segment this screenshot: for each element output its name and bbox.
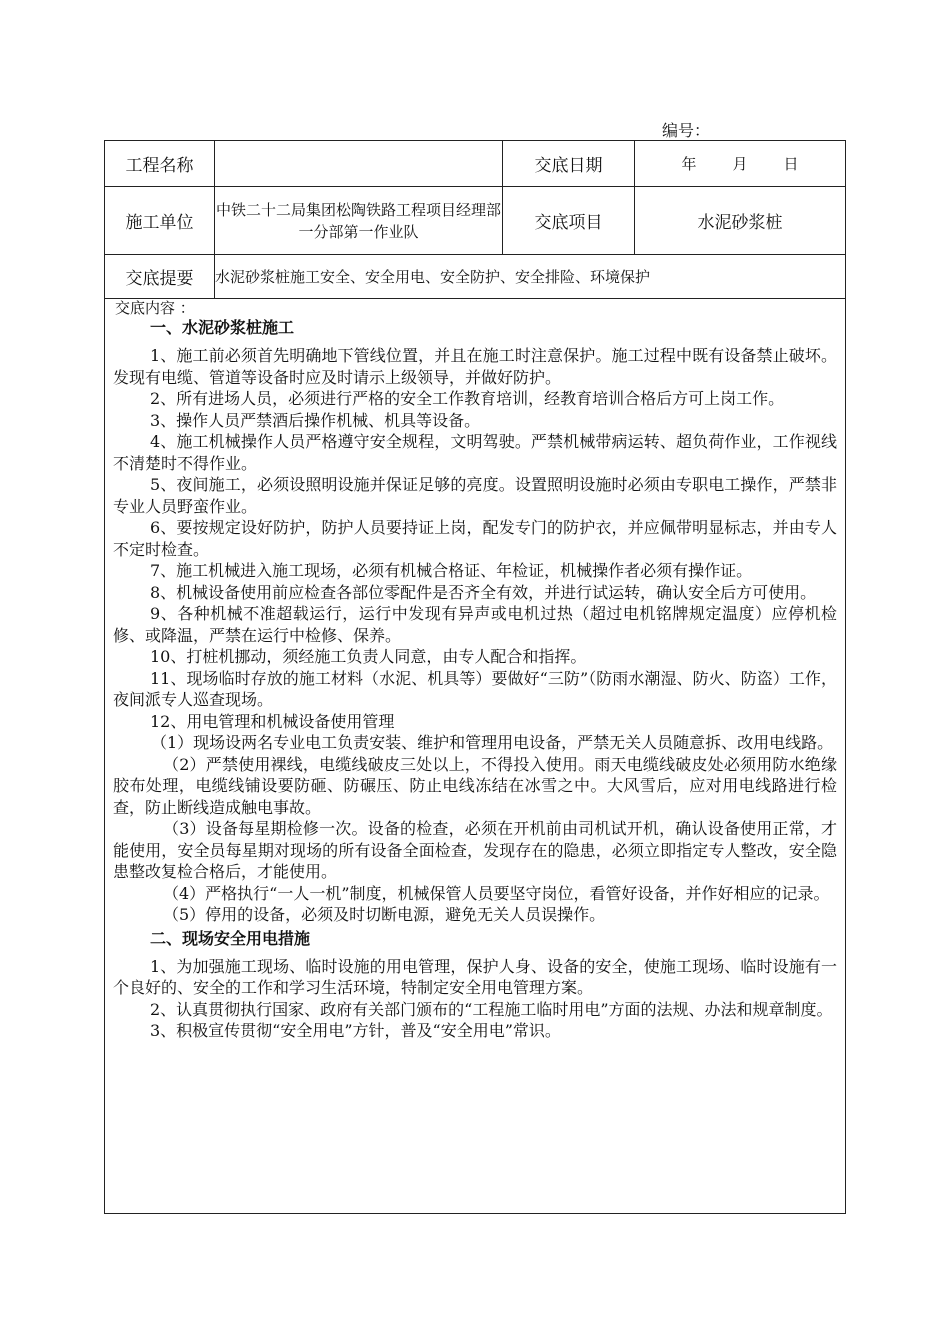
list-item: 1、为加强施工现场、临时设施的用电管理，保护人身、设备的安全，使施工现场、临时设施有一个良好的、安全的工作和学习生活环境，特制定安全用电管理方案。 — [113, 956, 837, 997]
section2-list — [113, 956, 837, 1042]
list-item: 11、现场临时存放的施工材料（水泥、机具等）要做好“三防”（防雨水潮湿、防火、防盗）工作，夜间派专人巡查现场。 — [113, 668, 837, 709]
sub-list-item: （5）停用的设备，必须及时切断电源，避免无关人员误操作。 — [163, 905, 606, 924]
list-item: 9、各种机械不准超载运行，运行中发现有异声或电机过热（超过电机铭牌规定温度）应停机检修、或降温，严禁在运行中检修、保养。 — [113, 604, 837, 645]
list-item: 4、施工机械操作人员严格遵守安全规程，文明驾驶。严禁机械带病运转、超负荷作业，工作视线不清楚时不得作业。 — [113, 432, 837, 473]
list-item: 8、机械设备使用前应检查各部位零配件是否齐全有效，并进行试运转，确认安全后方可使用。 — [150, 582, 817, 602]
row-project-date — [105, 141, 846, 187]
summary-label: 交底提要 — [105, 255, 215, 299]
date-value — [635, 141, 846, 187]
row-content — [105, 299, 846, 1214]
unit-value: 中铁二十二局集团松陶铁路工程项目经理部一分部第一作业队 — [215, 187, 503, 255]
list-item: 10、打桩机挪动，须经施工负责人同意，由专人配合和指挥。 — [150, 647, 587, 666]
project-name-label: 工程名称 — [105, 141, 215, 187]
sub-list-item: （4）严格执行“一人一机”制度，机械保管人员要坚守岗位，看管好设备，并作好相应的记录。 — [163, 883, 830, 903]
list-item: 3、积极宣传贯彻“安全用电”方针，普及“安全用电”常识。 — [150, 1021, 561, 1040]
date-day: 日 — [783, 155, 799, 173]
list-item: 1、施工前必须首先明确地下管线位置，并且在施工时注意保护。施工过程中既有设备禁止破坏。发现有电缆、管道等设备时应及时请示上级领导，并做好防护。 — [113, 346, 837, 387]
disclosure-form-table — [104, 140, 846, 1214]
sub-list-item: （2）严禁使用裸线，电缆线破皮三处以上，不得投入使用。雨天电缆线破皮处必须用防水绝缘胶布处理，电缆线铺设要防砸、防碾压、防止电线冻结在冰雪之中。大风雪后，应对用电线路进行检查，防止断线造成触电事故。 — [113, 754, 837, 817]
section1-list — [113, 345, 837, 732]
list-item: 6、要按规定设好防护，防护人员要持证上岗，配发专门的防护衣，并应佩带明显标志，并由专人不定时检查。 — [113, 518, 837, 559]
date-year: 年 — [681, 155, 697, 173]
item-label: 交底项目 — [503, 187, 635, 255]
section2-title: 二、现场安全用电措施 — [150, 928, 311, 948]
section1-title: 一、水泥砂浆桩施工 — [150, 318, 295, 337]
summary-value: 水泥砂浆桩施工安全、安全用电、安全防护、安全排险、环境保护 — [215, 255, 846, 299]
list-item: 2、认真贯彻执行国家、政府有关部门颁布的“工程施工临时用电”方面的法规、办法和规章制度。 — [150, 999, 833, 1019]
date-label: 交底日期 — [503, 141, 635, 187]
unit-label: 施工单位 — [105, 187, 215, 255]
item-value: 水泥砂浆桩 — [635, 187, 846, 255]
date-month: 月 — [732, 155, 748, 173]
list-item: 12、用电管理和机械设备使用管理 — [150, 711, 395, 731]
sub-list-item: （3）设备每星期检修一次。设备的检查，必须在开机前由司机试开机，确认设备使用正常，才能使用，安全员每星期对现场的所有设备全面检查，发现存在的隐患，必须立即指定专人整改，安全隐患整改复检合格后，才能使用。 — [113, 819, 837, 881]
row-unit-item — [105, 187, 846, 255]
content-cell — [105, 299, 846, 1214]
list-item: 3、操作人员严禁酒后操作机械、机具等设备。 — [150, 410, 481, 430]
list-item: 7、施工机械进入施工现场，必须有机械合格证、年检证，机械操作者必须有操作证。 — [150, 561, 753, 580]
content-heading: 交底内容 ： — [115, 299, 195, 317]
list-item: 5、夜间施工，必须设照明设施并保证足够的亮度。设置照明设施时必须由专职电工操作，严禁非专业人员野蛮作业。 — [113, 475, 837, 516]
document-number-label: 编号： — [662, 121, 711, 140]
sub-list-item: （1）现场设两名专业电工负责安装、维护和管理用电设备，严禁无关人员随意拆、改用电线路。 — [151, 733, 834, 752]
list-item: 2、所有进场人员，必须进行严格的安全工作教育培训，经教育培训合格后方可上岗工作。 — [150, 389, 785, 408]
sub-list — [113, 732, 837, 926]
row-summary — [105, 255, 846, 299]
project-name-value — [215, 141, 503, 187]
